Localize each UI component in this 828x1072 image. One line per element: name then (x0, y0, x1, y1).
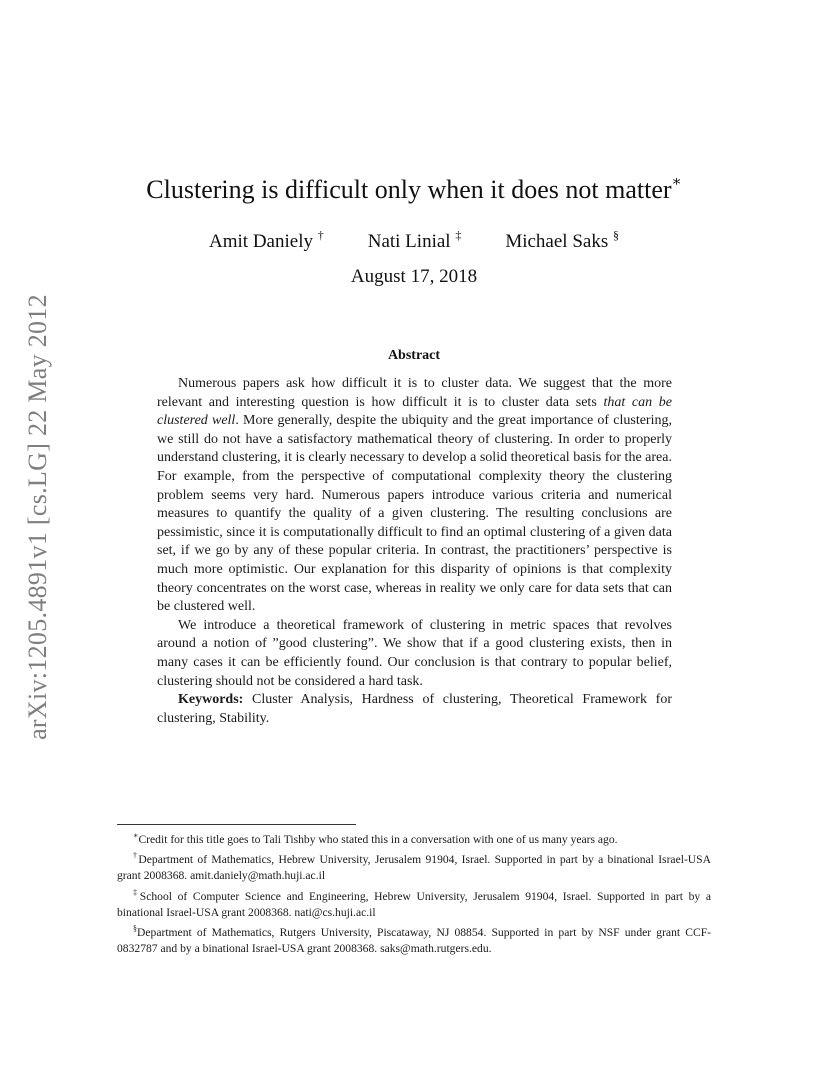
author-footnote-mark: † (317, 228, 324, 242)
author (505, 228, 619, 253)
abstract-text: Numerous papers ask how difficult it is to cluster data. We suggest that the more relevant and interesting question is how difficult it is to cluster data sets (157, 376, 672, 410)
footnote (117, 848, 711, 884)
abstract-paragraph: We introduce a theoretical framework of clustering in metric spaces that revolves around a notion of ”good clustering”. We show that if a good clustering exists, then in many cases it can be efficiently found. Our conclusion is that contrary to popular belief, clustering should not be considered a hard task. (157, 617, 672, 689)
paper-title (0, 172, 828, 205)
author-name: Nati Linial (367, 231, 451, 252)
author-footnote-mark: ‡ (455, 228, 462, 242)
footnote-mark: ‡ (133, 887, 140, 897)
author-name: Michael Saks (505, 231, 609, 252)
author-list (0, 228, 828, 253)
keywords-text: Cluster Analysis, Hardness of clustering, Theoretical Framework for clustering, Stability. (157, 692, 672, 726)
footnote-text: School of Computer Science and Engineering, Hebrew University, Jerusalem 91904, Israel. Supported in part by a binational Israel-USA grant 2008368. nati@cs.huji.ac.il (117, 889, 712, 919)
footnote-text: Credit for this title goes to Tali Tishby who stated this in a conversation with one of us many years ago. (138, 833, 618, 846)
abstract-paragraph (157, 375, 672, 617)
footnote (117, 885, 711, 921)
author-name: Amit Daniely (209, 231, 313, 252)
arxiv-stamp-text: arXiv:1205.4891v1 [cs.LG] 22 May 2012 (23, 294, 52, 740)
footnote-text: Department of Mathematics, Rutgers University, Piscataway, NJ 08854. Supported in part by NSF under grant CCF-0832787 and by a binational Israel-USA grant 2008368. saks@math.rutgers.edu. (117, 926, 711, 956)
footnote (117, 921, 711, 957)
footnotes (117, 828, 711, 957)
keywords-paragraph (157, 691, 672, 728)
footnote-text: Department of Mathematics, Hebrew University, Jerusalem 91904, Israel. Supported in part by a binational Israel-USA grant 2008368. amit.daniely@math.huji.ac.il (117, 853, 711, 883)
title-text: Clustering is difficult only when it does not matter (146, 175, 672, 204)
footnote-mark: † (133, 851, 139, 861)
footnote-divider (117, 824, 356, 825)
abstract-heading: Abstract (387, 348, 441, 363)
footnote-mark: § (133, 924, 137, 934)
abstract-body (157, 375, 672, 728)
title-footnote-mark: ∗ (671, 174, 682, 190)
paper-date: August 17, 2018 (350, 266, 478, 287)
keywords-label: Keywords: (178, 692, 244, 708)
author (368, 228, 462, 253)
footnote (117, 828, 711, 848)
author-footnote-mark: § (612, 228, 619, 242)
footnote-mark: ∗ (133, 831, 139, 840)
author (209, 228, 324, 253)
abstract-text: . More generally, despite the ubiquity and the great importance of clustering, we still do not have a satisfactory mathematical theory of clustering. In order to properly understand clustering, it is clearly necessary to develop a solid theoretical basis for the area. For example, from the perspective of computational complexity theory the clustering problem seems very hard. Numerous papers introduce various criteria and numerical measures to quantify the quality of a given clustering. The resulting conclusions are pessimistic, since it is computationally difficult to find an optimal clustering of a given data set, if we go by any of these popular criteria. In contrast, the practitioners’ perspective is much more optimistic. Our explanation for this disparity of opinions is that complexity theory concentrates on the worst case, whereas in reality we only care for data sets that can be clustered well. (157, 413, 672, 615)
abstract-emphasis: that can be clustered well (157, 394, 672, 429)
